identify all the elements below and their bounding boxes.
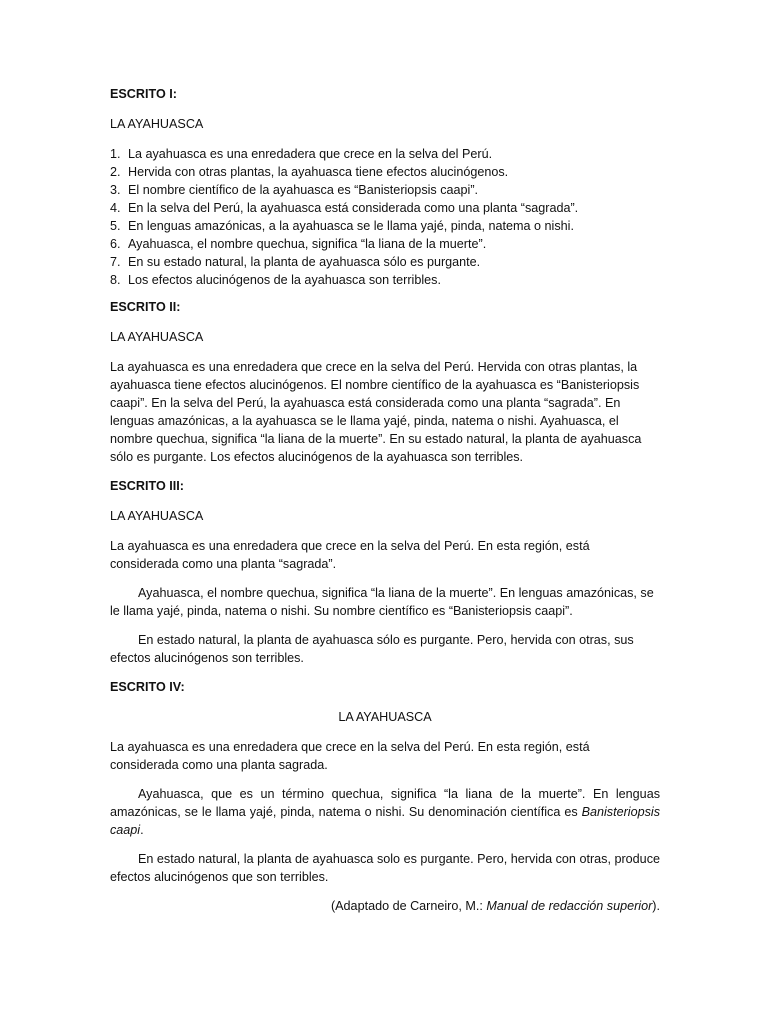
escrito-3-paragraph-3: En estado natural, la planta de ayahuasca sólo es purgante. Pero, hervida con otras, sus efectos alucinógenos son terribles. [110,633,634,665]
escrito-4-paragraph-2-end: . [140,823,144,837]
list-item-text: Los efectos alucinógenos de la ayahuasca son terribles. [128,273,441,287]
document-content [110,85,660,926]
escrito-4-paragraph-1: La ayahuasca es una enredadera que crece en la selva del Perú. En esta región, está considerada como una planta sagrada. [110,740,590,772]
escrito-4-paragraph-3: En estado natural, la planta de ayahuasca solo es purgante. Pero, hervida con otras, produce efectos alucinógenos que son terribles. [110,852,660,884]
scientific-name: Banisteriopsis caapi [110,805,660,837]
citation-open: ( [330,899,336,913]
escrito-2-paragraph: La ayahuasca es una enredadera que crece en la selva del Perú. Hervida con otras plantas, la ayahuasca tiene efectos alucinógenos. El nombre científico de la ayahuasca es “Banisteriopsis caapi”. En la selva del Perú, la ayahuasca está considerada como una planta “sagrada”. En lenguas amazónicas, a la ayahuasca se le llama yajé, pinda, natema o nishi. Ayahuasca, el nombre quechua, significa “la liana de la muerte”. En su estado natural, la planta de ayahuasca sólo es purgante. Los efectos alucinógenos de la ayahuasca son terribles. [110,360,642,464]
escrito-4-paragraph-2-text: Ayahuasca, que es un término quechua, significa “la liana de la muerte”. En lenguas amazónicas, se le llama yajé, pinda, natema o nishi. Su denominación científica es [110,787,660,819]
list-item [110,217,660,235]
list-item [110,181,660,199]
list-item [110,199,660,217]
list-item-text: El nombre científico de la ayahuasca es “Banisteriopsis caapi”. [128,183,479,197]
list-item-text: Hervida con otras plantas, la ayahuasca tiene efectos alucinógenos. [128,165,509,179]
escrito-2-heading: ESCRITO II: [110,300,181,314]
list-item [110,145,660,163]
escrito-1-heading: ESCRITO I: [110,87,177,101]
citation-close: ). [652,899,660,913]
list-item-text: En la selva del Perú, la ayahuasca está considerada como una planta “sagrada”. [128,201,579,215]
escrito-4-heading: ESCRITO IV: [110,680,185,694]
list-item [110,235,660,253]
escrito-3-paragraph-2: Ayahuasca, el nombre quechua, significa “la liana de la muerte”. En lenguas amazónicas, se le llama yajé, pinda, natema o nishi. Su nombre científico es “Banisteriopsis caapi”. [110,586,654,618]
escrito-3-heading: ESCRITO III: [110,479,184,493]
list-item-number: 4. [110,201,121,215]
escrito-3-title: LA AYAHUASCA [110,509,204,523]
list-item [110,271,660,289]
escrito-4-paragraph-2 [110,785,660,839]
list-item-text: Ayahuasca, el nombre quechua, significa “la liana de la muerte”. [128,237,487,251]
list-item [110,163,660,181]
list-item-text: La ayahuasca es una enredadera que crece en la selva del Perú. [128,147,493,161]
list-item-text: En su estado natural, la planta de ayahuasca sólo es purgante. [128,255,481,269]
list-item-number: 6. [110,237,121,251]
list-item-number: 7. [110,255,121,269]
escrito-1-title: LA AYAHUASCA [110,117,204,131]
list-item-number: 2. [110,165,121,179]
list-item-number: 3. [110,183,121,197]
escrito-4-title: LA AYAHUASCA [338,710,432,724]
list-item-text: En lenguas amazónicas, a la ayahuasca se le llama yajé, pinda, natema o nishi. [128,219,574,233]
escrito-1-list [110,145,660,289]
citation-work: Manual de redacción superior [486,899,653,913]
list-item-number: 1. [110,147,121,161]
list-item [110,253,660,271]
citation-author: Adaptado de Carneiro, M.: [335,899,483,913]
escrito-3-paragraph-1: La ayahuasca es una enredadera que crece en la selva del Perú. En esta región, está considerada como una planta “sagrada”. [110,539,590,571]
list-item-number: 8. [110,273,121,287]
list-item-number: 5. [110,219,121,233]
citation [110,897,660,915]
escrito-2-title: LA AYAHUASCA [110,330,204,344]
